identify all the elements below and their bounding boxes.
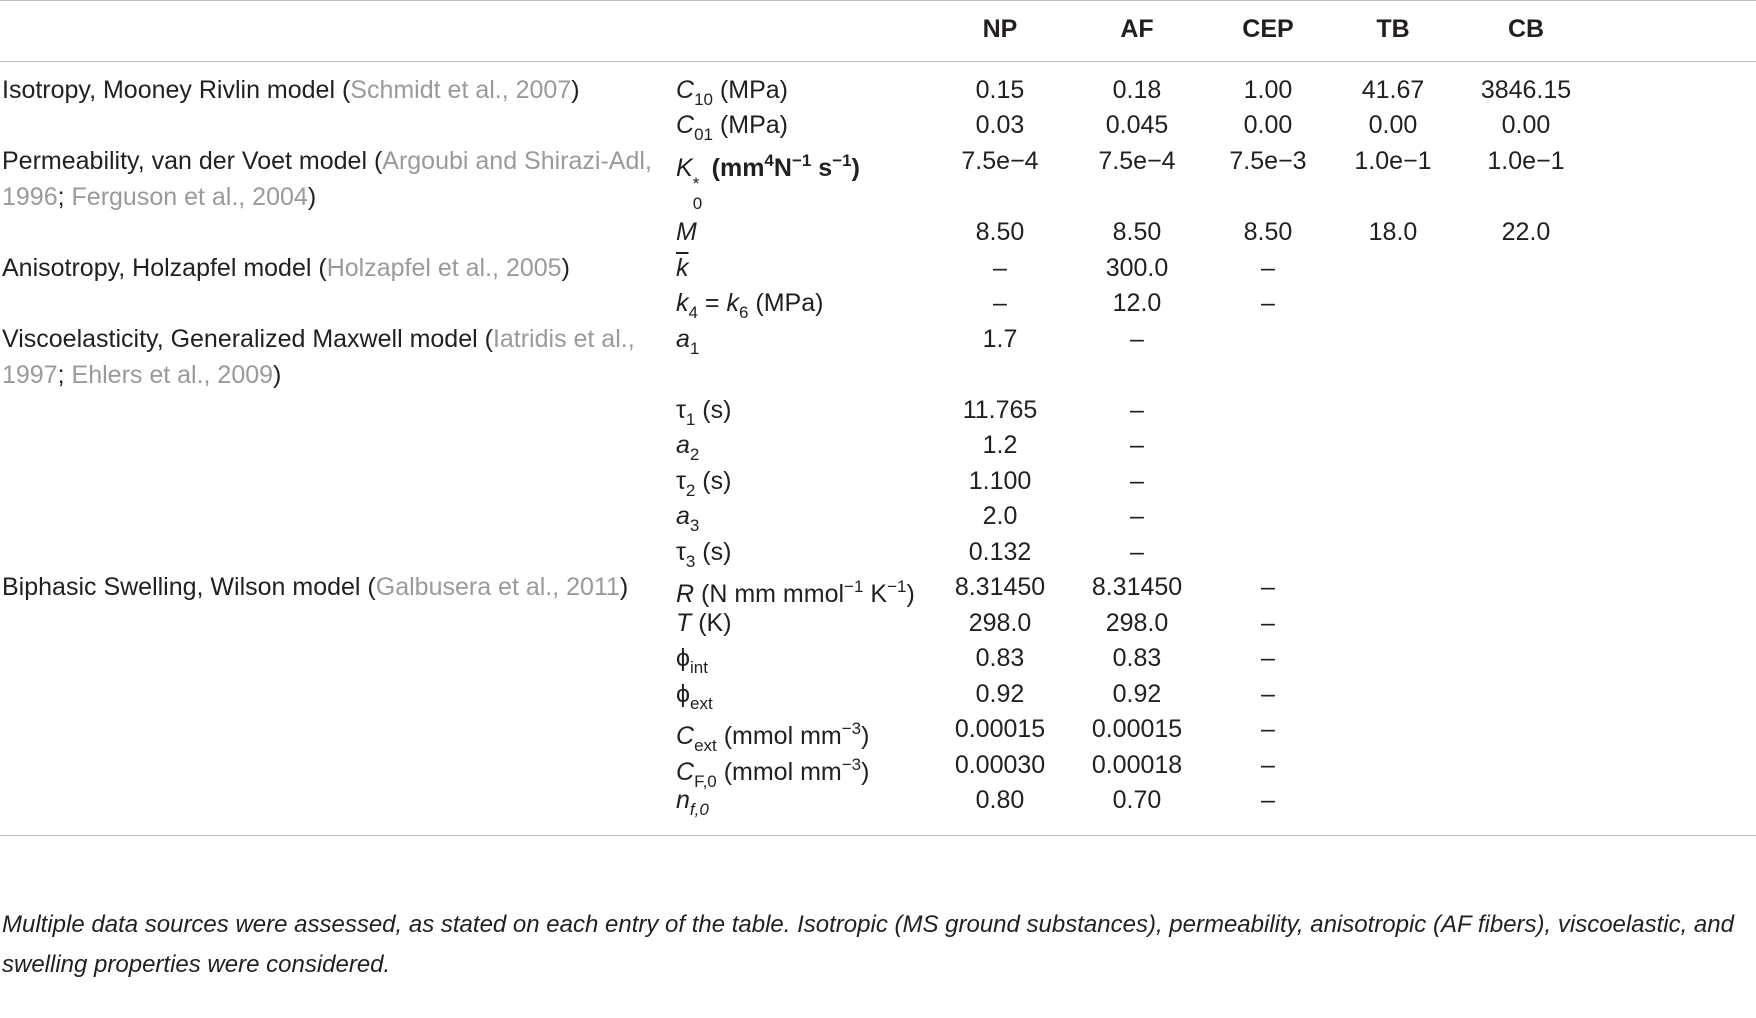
reference-link[interactable]: Ehlers et al., 2009	[71, 361, 274, 389]
table-cell: 7.5e−4	[1098, 147, 1176, 175]
param-kbar: $\overline{k}$	[676, 254, 689, 282]
table-cell: 1.00	[1243, 76, 1293, 104]
param-a3: $a_3$	[676, 502, 700, 535]
param-tau1: $\tau_1$ (s)	[676, 396, 732, 429]
table-cell: 0.18	[1112, 76, 1162, 104]
table-cell: –	[1130, 325, 1144, 353]
bottom-rule	[0, 835, 1756, 836]
reference-link[interactable]: Holzapfel et al., 2005	[326, 254, 562, 282]
table-cell: –	[1130, 538, 1144, 566]
model-label-isotropy: Isotropy, Mooney Rivlin model (Schmidt et al., 2007)	[2, 76, 580, 104]
param-a1: $a_1$	[676, 325, 700, 358]
table-cell: 2.0	[982, 502, 1018, 530]
reference-link[interactable]: Argoubi and Shirazi-Adl,	[382, 147, 652, 175]
param-phi-int: $\phi_{int}$	[676, 644, 708, 677]
table-cell: 1.2	[982, 431, 1018, 459]
table-cell: 0.70	[1112, 786, 1162, 814]
table-cell: –	[1261, 289, 1275, 317]
table-cell: 0.83	[975, 644, 1025, 672]
table-cell: 0.80	[975, 786, 1025, 814]
model-label-swelling: Biphasic Swelling, Wilson model (Galbusera et al., 2011)	[2, 573, 629, 601]
table-cell: 8.31450	[954, 573, 1046, 601]
table-cell: 0.00	[1368, 111, 1418, 139]
table-cell: 298.0	[968, 609, 1032, 637]
table-cell: 0.045	[1105, 111, 1169, 139]
table-cell: 1.0e−1	[1487, 147, 1565, 175]
param-c01: $C_{01}$ (MPa)	[676, 111, 788, 144]
model-label-permeability-cont: 1996; Ferguson et al., 2004)	[2, 183, 317, 211]
table-cell: 8.31450	[1091, 573, 1183, 601]
table-cell: 18.0	[1368, 218, 1418, 246]
table-cell: 1.100	[968, 467, 1032, 495]
table-cell: 0.00030	[954, 751, 1046, 779]
param-t: T (K)	[676, 609, 732, 637]
table-cell: 0.92	[1112, 680, 1162, 708]
table-cell: 0.00015	[1091, 715, 1183, 743]
table-cell: 22.0	[1501, 218, 1551, 246]
reference-link[interactable]: Iatridis et al.,	[492, 325, 635, 353]
table-cell: 0.00	[1501, 111, 1551, 139]
param-tau3: $\tau_3$ (s)	[676, 538, 732, 571]
table-cell: –	[1261, 254, 1275, 282]
table-cell: –	[993, 254, 1007, 282]
model-label-permeability: Permeability, van der Voet model (Argoubi and Shirazi-Adl,	[2, 147, 652, 175]
table-cell: 300.0	[1105, 254, 1169, 282]
column-header-tb: TB	[1376, 15, 1410, 43]
param-a2: $a_2$	[676, 431, 700, 464]
table-cell: 7.5e−4	[961, 147, 1039, 175]
table-cell: –	[1261, 786, 1275, 814]
model-label-viscoelasticity: Viscoelasticity, Generalized Maxwell model (Iatridis et al.,	[2, 325, 635, 353]
column-header-cb: CB	[1507, 15, 1545, 43]
table-cell: –	[1130, 502, 1144, 530]
reference-link[interactable]: Ferguson et al., 2004	[71, 183, 308, 211]
table-cell: 0.03	[975, 111, 1025, 139]
table-cell: 1.7	[982, 325, 1018, 353]
table-cell: 0.15	[975, 76, 1025, 104]
table-footnote: Multiple data sources were assessed, as stated on each entry of the table. Isotropic (MS ground substances), permeability, anisotropic (AF fibers), viscoelastic, and swelling properties were considered.	[2, 911, 1734, 978]
param-k0: K * 0 ($mm^4N^{-1}$ $s^{-1}$)	[676, 151, 860, 213]
param-c10: $C_{10}$ (MPa)	[676, 76, 788, 109]
model-label-viscoelasticity-cont: 1997; Ehlers et al., 2009)	[2, 361, 282, 389]
table-cell: 8.50	[1112, 218, 1162, 246]
table-cell: –	[1130, 431, 1144, 459]
table-cell: 0.92	[975, 680, 1025, 708]
param-tau2: $\tau_2$ (s)	[676, 467, 732, 500]
reference-link[interactable]: Schmidt et al., 2007	[350, 76, 572, 104]
table-cell: –	[1261, 644, 1275, 672]
header-rule	[0, 61, 1756, 62]
table-cell: 12.0	[1112, 289, 1162, 317]
top-rule	[0, 0, 1756, 1]
table-cell: 8.50	[1243, 218, 1293, 246]
model-label-anisotropy: Anisotropy, Holzapfel model (Holzapfel et al., 2005)	[2, 254, 570, 282]
table-cell: 0.132	[968, 538, 1032, 566]
reference-link[interactable]: 1997	[2, 361, 58, 389]
table-cell: 0.00	[1243, 111, 1293, 139]
reference-link[interactable]: Galbusera et al., 2011	[375, 573, 620, 601]
param-c-ext: $C_{ext}$ (mmol $mm^{-3}$)	[676, 719, 870, 755]
table-cell: –	[1261, 715, 1275, 743]
param-nf0: $n_{f,0}$	[676, 786, 709, 819]
table-cell: 0.83	[1112, 644, 1162, 672]
table-cell: –	[1261, 573, 1275, 601]
param-c-f0: $C_{F,0}$ (mmol $mm^{-3}$)	[676, 755, 870, 791]
table-cell: –	[1130, 396, 1144, 424]
table-cell: –	[1261, 609, 1275, 637]
column-header-cep: CEP	[1242, 15, 1294, 43]
table-cell: 7.5e−3	[1229, 147, 1307, 175]
table-cell: –	[1130, 467, 1144, 495]
table-cell: 298.0	[1105, 609, 1169, 637]
param-r: R (N mm mmol$^{-1}$ $K^{-1}$)	[676, 577, 915, 608]
param-m: M	[676, 218, 697, 246]
table-cell: 1.0e−1	[1354, 147, 1432, 175]
table-cell: 11.765	[962, 396, 1038, 424]
table-cell: 3846.15	[1480, 76, 1572, 104]
table-cell: 0.00015	[954, 715, 1046, 743]
column-header-np: NP	[982, 15, 1018, 43]
reference-link[interactable]: 1996	[2, 183, 58, 211]
param-k4-k6: $k_4 = k_6$ (MPa)	[676, 289, 824, 322]
column-header-af: AF	[1120, 15, 1154, 43]
table-cell: –	[1261, 680, 1275, 708]
table-cell: 41.67	[1361, 76, 1425, 104]
param-phi-ext: $\phi_{ext}$	[676, 680, 713, 713]
table-cell: 0.00018	[1091, 751, 1183, 779]
table-cell: 8.50	[975, 218, 1025, 246]
table-cell: –	[1261, 751, 1275, 779]
table-cell: –	[993, 289, 1007, 317]
